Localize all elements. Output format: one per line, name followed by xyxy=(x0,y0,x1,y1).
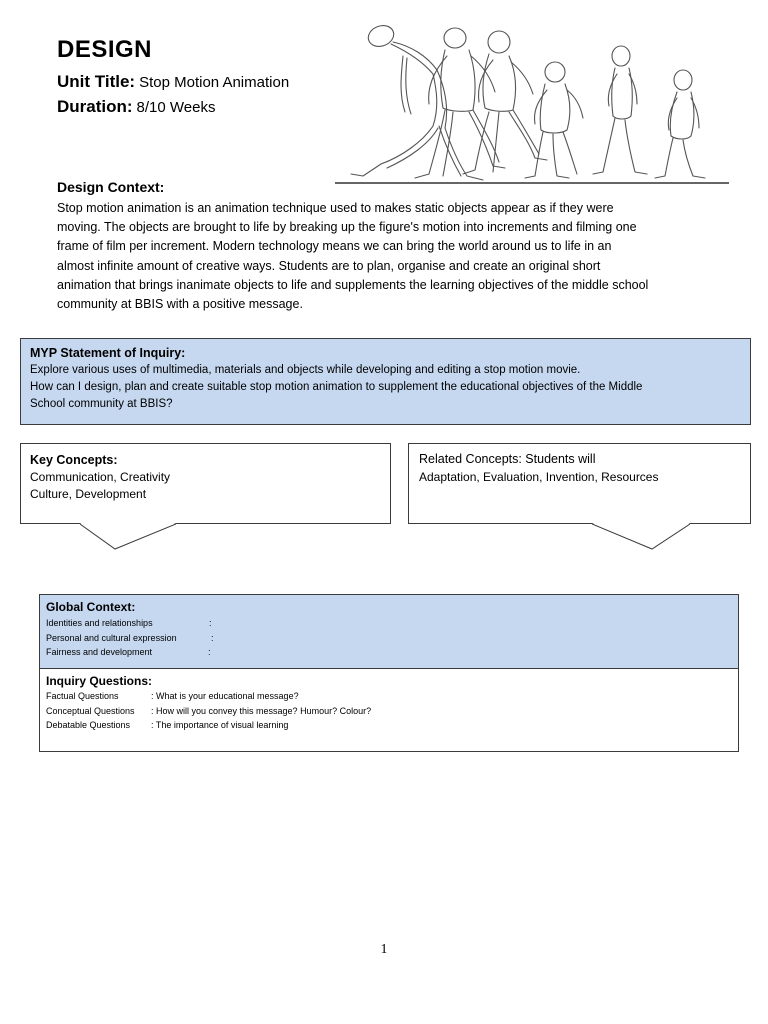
design-context-line: moving. The objects are brought to life by breaking up the figure's motion into increments and filming one xyxy=(57,220,637,235)
key-concepts-box xyxy=(20,443,391,524)
global-context-box xyxy=(39,594,739,668)
global-context-label: Personal and cultural expression xyxy=(46,632,177,643)
duration-row xyxy=(57,97,215,117)
inquiry-question-answer: : The importance of visual learning xyxy=(151,720,289,730)
unit-title-row xyxy=(57,72,289,92)
statement-of-inquiry-box xyxy=(20,338,751,425)
inquiry-question-label: Factual Questions xyxy=(46,691,119,701)
statement-of-inquiry-line: School community at BBIS? xyxy=(30,398,173,410)
document-title: DESIGN xyxy=(57,36,153,63)
design-context-line: almost infinite amount of creative ways. Students are to plan, organise and create an original short xyxy=(57,258,601,273)
related-concepts-line: Adaptation, Evaluation, Invention, Resources xyxy=(419,470,659,484)
key-concepts-callout-arrow-icon xyxy=(80,523,176,551)
statement-of-inquiry-line: How can I design, plan and create suitable stop motion animation to supplement the educational objectives of the Middle xyxy=(30,381,643,393)
global-context-separator: : xyxy=(209,618,212,628)
walking-figures-sketch-icon xyxy=(333,16,733,188)
global-context-separator: : xyxy=(208,647,211,657)
inquiry-questions-heading: Inquiry Questions: xyxy=(46,674,153,688)
key-concepts-line: Culture, Development xyxy=(30,487,147,501)
unit-title-label: Unit Title: xyxy=(57,72,136,91)
global-context-item xyxy=(46,631,732,646)
inquiry-question-row xyxy=(46,704,732,719)
design-context-line: frame of film per increment. Modern technology means we can bring the world around us to life in an xyxy=(57,239,612,254)
design-context-line: community at BBIS with a positive message. xyxy=(57,297,303,312)
duration-value: 8/10 Weeks xyxy=(136,99,216,116)
unit-title-value: Stop Motion Animation xyxy=(139,74,290,91)
related-concepts-callout-arrow-icon xyxy=(592,523,690,551)
inquiry-question-answer: : How will you convey this message? Humour? Colour? xyxy=(151,705,372,716)
related-concepts-heading: Related Concepts: Students will xyxy=(419,452,596,466)
duration-label: Duration: xyxy=(57,97,133,116)
inquiry-question-label: Debatable Questions xyxy=(46,720,131,730)
key-concepts-line: Communication, Creativity xyxy=(30,470,171,484)
inquiry-question-row xyxy=(46,718,732,733)
inquiry-questions-box xyxy=(39,668,739,752)
global-context-label: Identities and relationships xyxy=(46,618,153,628)
global-context-item xyxy=(46,616,732,631)
global-context-label: Fairness and development xyxy=(46,647,153,657)
inquiry-question-row xyxy=(46,689,732,704)
design-context-body xyxy=(57,199,732,314)
global-context-item xyxy=(46,645,732,660)
design-context-heading: Design Context: xyxy=(57,179,165,195)
global-context-separator: : xyxy=(211,632,214,643)
design-context-line: Stop motion animation is an animation technique used to makes static objects appear as if they were xyxy=(57,201,614,215)
key-concepts-heading: Key Concepts: xyxy=(30,453,118,467)
related-concepts-box xyxy=(408,443,751,524)
design-context-line: animation that brings inanimate objects to life and supplements the learning objectives of the middle school xyxy=(57,277,649,292)
inquiry-question-answer: : What is your educational message? xyxy=(151,691,299,701)
statement-of-inquiry-line: Explore various uses of multimedia, materials and objects while developing and editing a stop motion movie. xyxy=(30,364,581,376)
page-number: 1 xyxy=(380,942,388,957)
inquiry-question-label: Conceptual Questions xyxy=(46,705,135,716)
global-context-heading: Global Context: xyxy=(46,600,136,614)
statement-of-inquiry-heading: MYP Statement of Inquiry: xyxy=(30,346,186,360)
